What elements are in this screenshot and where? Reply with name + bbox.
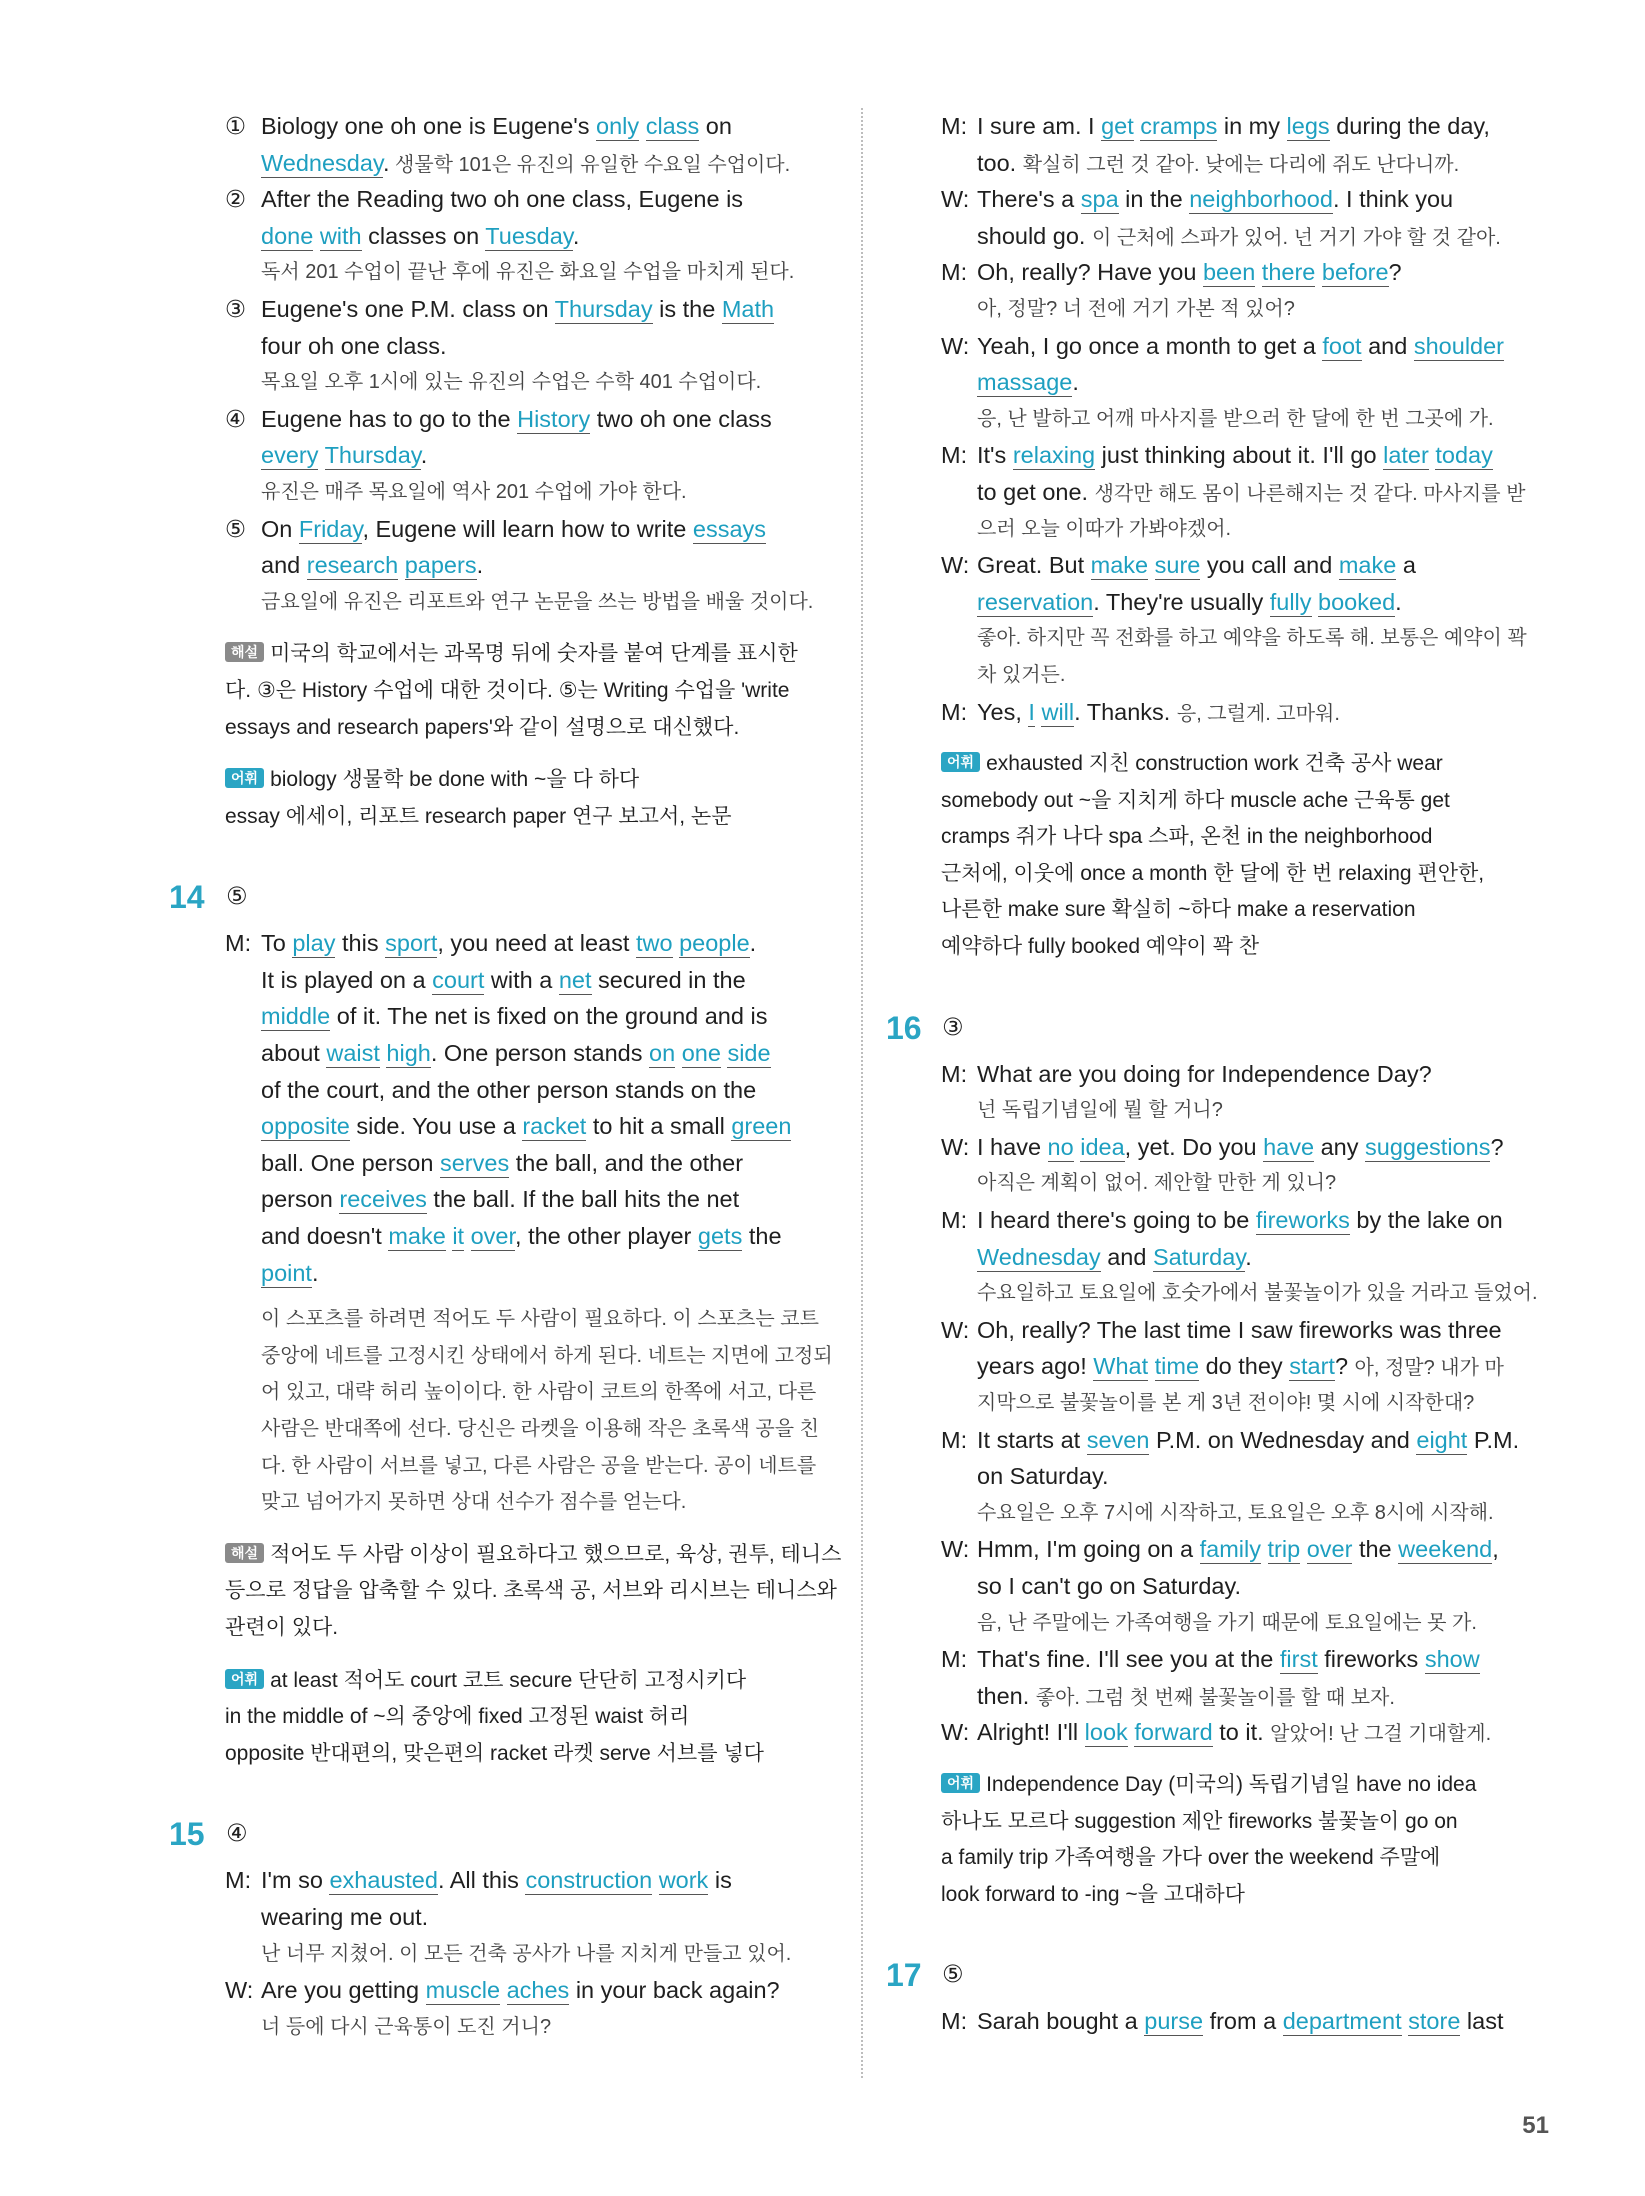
script-line: person receives the ball. If the ball hits the net: [261, 1186, 740, 1213]
blank-answer: store: [1408, 2008, 1461, 2035]
blank-answer: later: [1383, 442, 1429, 469]
option-number: ⑤: [225, 515, 247, 542]
script-line: done with classes on Tuesday.: [261, 222, 580, 249]
blank-answer: get: [1101, 113, 1134, 139]
translation-line: 좋아. 하지만 꼭 전화를 하고 예약을 하도록 해. 보통은 예약이 꽉: [977, 627, 1527, 650]
q13-explanation: [225, 636, 835, 746]
blank-answer: no: [1047, 1133, 1074, 1160]
inline-translation: 좋아. 그럼 첫 번째 불꽃놀이를 할 때 보자.: [1035, 1686, 1395, 1709]
note-line: 다. ③은 History 수업에 대한 것이다. ⑤는 Writing 수업을 'write: [225, 678, 790, 702]
script-line: W: Alright! I'll look forward to it. 알았어! 난 그걸 기대할게.: [941, 1714, 1561, 1751]
page-number: 51: [1522, 2112, 1549, 2139]
note-line: a family trip 가족여행을 가다 over the weekend 주말에: [941, 1846, 1441, 1870]
translation-line: 지막으로 불꽃놀이를 본 게 3년 전이야! 몇 시에 시작한대?: [977, 1392, 1475, 1414]
blank-answer: sure: [1154, 552, 1201, 579]
blank-answer: aches: [506, 1977, 570, 2004]
script-line: massage.: [977, 369, 1079, 396]
script-line: Wednesday. 생물학 101은 유진의 유일한 수요일 수업이다.: [261, 149, 791, 176]
blank-answer: cramps: [1140, 113, 1218, 139]
blank-answer: fully: [1269, 588, 1312, 615]
blank-answer: research: [306, 552, 399, 579]
answer-mark: ⑤: [942, 1961, 964, 1989]
script-line: every Thursday.: [261, 442, 428, 469]
note-line: opposite 반대편의, 맞은편의 racket 라켓 serve 서브를 넣다: [225, 1741, 764, 1765]
speaker-label: M:: [941, 1646, 968, 1673]
script-line: W: I have no idea, yet. Do you have any suggestions?: [941, 1129, 1561, 1166]
translation-line: 으러 오늘 이따가 가봐야겠어.: [977, 517, 1232, 540]
speaker-label: M:: [941, 259, 968, 286]
blank-answer: show: [1424, 1646, 1480, 1673]
script-line: M: What are you doing for Independence Day?: [941, 1056, 1561, 1093]
blank-answer: over: [1306, 1536, 1353, 1563]
blank-answer: Math: [721, 295, 775, 322]
blank-answer: suggestions: [1365, 1133, 1491, 1160]
script-line: of the court, and the other person stands on the: [261, 1076, 757, 1103]
blank-answer: legs: [1286, 113, 1330, 139]
blank-answer: point: [261, 1259, 312, 1286]
question-14: [169, 869, 842, 1772]
blank-answer: fireworks: [1255, 1207, 1350, 1234]
note-line: 등으로 정답을 압축할 수 있다. 초록색 공, 서브와 리시브는 테니스와: [225, 1579, 837, 1603]
blank-answer: Wednesday: [977, 1243, 1101, 1270]
blank-answer: Friday: [298, 515, 363, 542]
script-line: four oh one class.: [261, 332, 447, 359]
script-line: ④ Eugene has to go to the History two oh one class: [225, 401, 835, 438]
blank-answer: seven: [1086, 1426, 1150, 1453]
note-line: look forward to -ing ~을 고대하다: [941, 1882, 1245, 1906]
translation-line: 유진은 매주 목요일에 역사 201 수업에 가야 한다.: [261, 480, 687, 503]
note-line: 어휘 Independence Day (미국의) 독립기념일 have no idea: [941, 1767, 1561, 1804]
blank-answer: on: [649, 1040, 676, 1067]
script-line: point.: [261, 1259, 319, 1286]
inline-translation: 생물학 101은 유진의 유일한 수요일 수업이다.: [389, 153, 791, 176]
explain-tag: 해설: [225, 642, 264, 662]
question-17: [886, 1947, 1561, 2040]
translation-line: 난 너무 지쳤어. 이 모든 건축 공사가 나를 지치게 만들고 있어.: [261, 1942, 792, 1965]
note-line: somebody out ~을 지치게 하다 muscle ache 근육통 get: [941, 788, 1450, 812]
speaker-label: M:: [941, 1207, 968, 1234]
speaker-label: W:: [941, 1133, 970, 1160]
speaker-label: M:: [941, 698, 968, 725]
explain-tag: 해설: [225, 1543, 264, 1563]
blank-answer: sport: [385, 930, 438, 957]
note-line: 해설 미국의 학교에서는 과목명 뒤에 숫자를 붙여 단계를 표시한: [225, 636, 835, 673]
note-line: 나른한 make sure 확실히 ~하다 make a reservation: [941, 898, 1416, 922]
question-header: [886, 1000, 1561, 1056]
q13-vocabulary: [225, 762, 835, 835]
translation-line: 독서 201 수업이 끝난 후에 유진은 화요일 수업을 마치게 된다.: [261, 261, 795, 284]
q14-explanation: [225, 1537, 842, 1647]
blank-answer: make: [1090, 552, 1149, 579]
blank-answer: done: [261, 222, 314, 249]
blank-answer: over: [470, 1223, 516, 1250]
blank-answer: receives: [339, 1186, 427, 1213]
q14-vocabulary: [225, 1663, 835, 1773]
speaker-label: M:: [941, 2008, 968, 2035]
note-line: essay 에세이, 리포트 research paper 연구 보고서, 논문: [225, 804, 732, 828]
note-line: 하나도 모르다 suggestion 제안 fireworks 불꽃놀이 go on: [941, 1809, 1458, 1833]
blank-answer: gets: [697, 1223, 743, 1250]
blank-answer: racket: [522, 1113, 587, 1140]
script-line: W: Yeah, I go once a month to get a foot and shoulder: [941, 328, 1561, 365]
script-line: M: It's relaxing just thinking about it. I'll go later today: [941, 437, 1561, 474]
blank-answer: shoulder: [1413, 332, 1505, 359]
blank-answer: massage: [977, 369, 1073, 396]
translation-line: 차 있거든.: [977, 663, 1066, 686]
answer-mark: ⑤: [226, 883, 248, 911]
script-line: ③ Eugene's one P.M. class on Thursday is the Math: [225, 291, 835, 328]
blank-answer: department: [1282, 2008, 1402, 2035]
q15-vocabulary: [941, 746, 1561, 966]
script-line: too. 확실히 그런 것 같아. 낮에는 다리에 쥐도 난다니까.: [977, 149, 1460, 176]
note-line: 근처에, 이웃에 once a month 한 달에 한 번 relaxing 편안한,: [941, 861, 1485, 885]
translation-line: 금요일에 유진은 리포트와 연구 논문을 쓰는 방법을 배울 것이다.: [261, 590, 814, 613]
script-line: wearing me out.: [261, 1903, 429, 1930]
script-line: to get one. 생각만 해도 몸이 나른해지는 것 같다. 마사지를 받: [977, 478, 1526, 505]
blank-answer: been: [1202, 259, 1256, 286]
script-line: W: There's a spa in the neighborhood. I think you: [941, 181, 1561, 218]
blank-answer: work: [658, 1867, 709, 1894]
question-header: [169, 869, 835, 925]
speaker-label: W:: [941, 1316, 970, 1343]
script-line: and doesn't make it over, the other player gets the: [261, 1223, 782, 1250]
blank-answer: Thursday: [554, 295, 653, 322]
question-number: 14: [169, 879, 205, 916]
answer-mark: ④: [226, 1820, 248, 1848]
blank-answer: class: [645, 113, 700, 139]
blank-answer: booked: [1318, 588, 1396, 615]
blank-answer: high: [386, 1040, 431, 1067]
translation-line: 아, 정말? 너 전에 거기 가본 적 있어?: [977, 297, 1295, 320]
note-line: 어휘 exhausted 지친 construction work 건축 공사 wear: [941, 746, 1561, 783]
script-line: W: Hmm, I'm going on a family trip over the weekend,: [941, 1531, 1561, 1568]
option-number: ①: [225, 113, 247, 139]
blank-answer: weekend: [1398, 1536, 1493, 1563]
blank-answer: Wednesday: [261, 149, 383, 176]
q13-options: [225, 108, 835, 620]
speaker-label: M:: [941, 113, 968, 139]
blank-answer: What: [1093, 1353, 1149, 1380]
blank-answer: court: [432, 966, 485, 993]
note-line: 어휘 at least 적어도 court 코트 secure 단단히 고정시키다: [225, 1663, 835, 1700]
blank-answer: start: [1289, 1353, 1335, 1380]
script-line: M: Oh, really? Have you been there before?: [941, 254, 1561, 291]
question-15-continued: [941, 108, 1561, 730]
translation-line: 넌 독립기념일에 뭘 할 거니?: [977, 1099, 1223, 1122]
vocab-tag: 어휘: [225, 768, 264, 788]
blank-answer: there: [1261, 259, 1316, 286]
blank-answer: before: [1321, 259, 1389, 286]
blank-answer: with: [319, 222, 362, 249]
speaker-label: W:: [941, 186, 970, 213]
script-line: M: I sure am. I get cramps in my legs during the day,: [941, 108, 1561, 145]
speaker-label: W:: [225, 1977, 254, 2004]
script-line: ball. One person serves the ball, and the other: [261, 1149, 744, 1176]
script-line: years ago! What time do they start? 아, 정말? 내가 마: [977, 1353, 1504, 1380]
translation-line: 맞고 넘어가지 못하면 상대 선수가 점수를 얻는다.: [261, 1491, 687, 1514]
script-line: M: It starts at seven P.M. on Wednesday and eight P.M.: [941, 1422, 1561, 1459]
translation-line: 아직은 계획이 없어. 제안할 만한 게 있니?: [977, 1172, 1337, 1195]
translation-line: 다. 한 사람이 서브를 넣고, 다른 사람은 공을 받는다. 공이 네트를: [261, 1454, 817, 1477]
blank-answer: serves: [439, 1149, 510, 1176]
speaker-label: W:: [941, 332, 970, 359]
translation-line: 응, 난 발하고 어깨 마사지를 받으러 한 달에 한 번 그곳에 가.: [977, 407, 1494, 430]
translation-line: 수요일은 오후 7시에 시작하고, 토요일은 오후 8시에 시작해.: [977, 1501, 1494, 1524]
blank-answer: Saturday: [1152, 1243, 1246, 1270]
script-line: opposite side. You use a racket to hit a small green: [261, 1113, 792, 1140]
vocab-tag: 어휘: [941, 1773, 980, 1793]
blank-answer: today: [1435, 442, 1493, 469]
note-line: 해설 적어도 두 사람 이상이 필요하다고 했으므로, 육상, 권투, 테니스: [225, 1537, 835, 1574]
question-header: [169, 1806, 835, 1862]
translation-line: 어 있고, 대략 허리 높이이다. 한 사람이 코트의 한쪽에 서고, 다른: [261, 1381, 817, 1404]
blank-answer: forward: [1134, 1719, 1213, 1746]
option-number: ③: [225, 295, 247, 322]
question-number: 17: [886, 1957, 922, 1994]
script-line: M: Yes, I will. Thanks. 응, 그럴게. 고마워.: [941, 694, 1561, 731]
option-number: ④: [225, 405, 247, 432]
note-line: 관련이 있다.: [225, 1615, 339, 1639]
blank-answer: middle: [261, 1003, 331, 1030]
inline-translation: 이 근처에 스파가 있어. 넌 거기 가야 할 것 같아.: [1091, 226, 1501, 249]
speaker-label: W:: [941, 552, 970, 579]
script-line: ⑤ On Friday, Eugene will learn how to write essays: [225, 511, 835, 548]
script-line: should go. 이 근처에 스파가 있어. 넌 거기 가야 할 것 같아.: [977, 222, 1501, 249]
inline-translation: 확실히 그런 것 같아. 낮에는 다리에 쥐도 난다니까.: [1022, 153, 1460, 176]
question-number: 16: [886, 1009, 922, 1046]
blank-answer: trip: [1267, 1536, 1301, 1563]
script-line: middle of it. The net is fixed on the ground and is: [261, 1003, 768, 1030]
blank-answer: look: [1084, 1719, 1128, 1746]
blank-answer: purse: [1144, 2008, 1204, 2035]
blank-answer: papers: [404, 552, 477, 579]
question-header: [886, 1947, 1561, 2003]
script-line: reservation. They're usually fully booked.: [977, 588, 1402, 615]
speaker-label: M:: [941, 442, 968, 469]
blank-answer: only: [596, 113, 640, 139]
blank-answer: I: [1028, 698, 1035, 725]
script-line: and research papers.: [261, 552, 484, 579]
script-line: about waist high. One person stands on one side: [261, 1040, 771, 1067]
blank-answer: opposite: [261, 1113, 350, 1140]
blank-answer: first: [1279, 1646, 1318, 1673]
script-line: W: Oh, really? The last time I saw fireworks was three: [941, 1312, 1561, 1349]
speaker-label: W:: [941, 1719, 970, 1746]
inline-translation: 응, 그럴게. 고마워.: [1176, 702, 1340, 725]
script-line: M: I'm so exhausted. All this construction work is: [225, 1862, 835, 1899]
script-line: It is played on a court with a net secured in the: [261, 966, 746, 993]
script-line: M: I heard there's going to be fireworks by the lake on: [941, 1202, 1561, 1239]
blank-answer: History: [517, 405, 591, 432]
inline-translation: 아, 정말? 내가 마: [1354, 1357, 1504, 1380]
blank-answer: idea: [1080, 1133, 1125, 1160]
speaker-label: M:: [941, 1060, 968, 1087]
blank-answer: it: [452, 1223, 465, 1250]
blank-answer: play: [292, 930, 336, 957]
script-line: W: Great. But make sure you call and make a: [941, 547, 1561, 584]
column-divider: [861, 108, 863, 2078]
q14-translation: [225, 1301, 835, 1521]
script-line: on Saturday.: [977, 1463, 1109, 1490]
translation-line: 음, 난 주말에는 가족여행을 가기 때문에 토요일에는 못 가.: [977, 1611, 1477, 1634]
script-line: M: Sarah bought a purse from a department store last: [941, 2003, 1561, 2040]
blank-answer: waist: [326, 1040, 380, 1067]
blank-answer: one: [681, 1040, 721, 1067]
script-line: Wednesday and Saturday.: [977, 1243, 1252, 1270]
question-16: [886, 1000, 1561, 1914]
option-number: ②: [225, 186, 247, 213]
blank-answer: relaxing: [1012, 442, 1096, 469]
blank-answer: exhausted: [329, 1867, 438, 1894]
translation-line: 목요일 오후 1시에 있는 유진의 수업은 수학 401 수업이다.: [261, 371, 762, 394]
blank-answer: green: [731, 1113, 792, 1140]
blank-answer: will: [1041, 698, 1075, 725]
blank-answer: family: [1199, 1536, 1261, 1563]
translation-line: 중앙에 네트를 고정시킨 상태에서 하게 된다. 네트는 지면에 고정되: [261, 1344, 833, 1367]
blank-answer: muscle: [425, 1977, 501, 2004]
inline-translation: 생각만 해도 몸이 나른해지는 것 같다. 마사지를 받: [1094, 482, 1526, 505]
blank-answer: every: [261, 442, 319, 469]
right-column: [886, 108, 1561, 2040]
script-line: M: That's fine. I'll see you at the first fireworks show: [941, 1641, 1561, 1678]
translation-line: 수요일하고 토요일에 호숫가에서 불꽃놀이가 있을 거라고 들었어.: [977, 1282, 1538, 1305]
question-15: [169, 1806, 835, 2045]
blank-answer: eight: [1416, 1426, 1468, 1453]
blank-answer: two: [635, 930, 673, 957]
inline-translation: 알았어! 난 그걸 기대할게.: [1270, 1723, 1492, 1746]
script-line: W: Are you getting muscle aches in your back again?: [225, 1972, 835, 2009]
translation-line: 너 등에 다시 근육통이 도진 거니?: [261, 2015, 552, 2038]
translation-line: 사람은 반대쪽에 선다. 당신은 라켓을 이용해 작은 초록색 공을 친: [261, 1418, 819, 1440]
note-line: 어휘 biology 생물학 be done with ~을 다 하다: [225, 762, 835, 799]
vocab-tag: 어휘: [941, 752, 980, 772]
blank-answer: side: [727, 1040, 771, 1067]
blank-answer: net: [558, 966, 592, 993]
blank-answer: time: [1154, 1353, 1200, 1380]
script-line: ② After the Reading two oh one class, Eugene is: [225, 181, 835, 218]
blank-answer: have: [1263, 1133, 1315, 1160]
script-line: ① Biology one oh one is Eugene's only class on: [225, 108, 835, 145]
blank-answer: foot: [1322, 332, 1362, 359]
vocab-tag: 어휘: [225, 1669, 264, 1689]
script-line: then. 좋아. 그럼 첫 번째 불꽃놀이를 할 때 보자.: [977, 1682, 1395, 1709]
blank-answer: Thursday: [324, 442, 421, 469]
blank-answer: reservation: [977, 588, 1094, 615]
note-line: 예약하다 fully booked 예약이 꽉 찬: [941, 935, 1259, 959]
blank-answer: Tuesday: [485, 222, 573, 249]
speaker-label: M:: [225, 930, 252, 957]
speaker-label: M:: [941, 1426, 968, 1453]
question-number: 15: [169, 1816, 205, 1853]
blank-answer: make: [388, 1223, 446, 1250]
note-line: in the middle of ~의 중앙에 fixed 고정된 waist 허리: [225, 1705, 690, 1729]
blank-answer: spa: [1080, 186, 1119, 213]
blank-answer: make: [1338, 552, 1397, 579]
script-line: so I can't go on Saturday.: [977, 1572, 1242, 1599]
speaker-label: M:: [225, 1867, 252, 1894]
blank-answer: essays: [692, 515, 767, 542]
left-column: [169, 108, 842, 2045]
answer-mark: ③: [942, 1013, 964, 1041]
translation-line: 이 스포츠를 하려면 적어도 두 사람이 필요하다. 이 스포츠는 코트: [261, 1308, 819, 1331]
blank-answer: people: [679, 930, 750, 957]
q16-vocabulary: [941, 1767, 1561, 1913]
script-line: M: To play this sport, you need at least two people.: [225, 925, 835, 962]
note-line: cramps 쥐가 나다 spa 스파, 온천 in the neighborhood: [941, 825, 1433, 849]
note-line: essays and research papers'와 같이 설명으로 대신했다.: [225, 715, 740, 739]
blank-answer: neighborhood: [1189, 186, 1333, 213]
blank-answer: construction: [525, 1867, 653, 1894]
speaker-label: W:: [941, 1536, 970, 1563]
